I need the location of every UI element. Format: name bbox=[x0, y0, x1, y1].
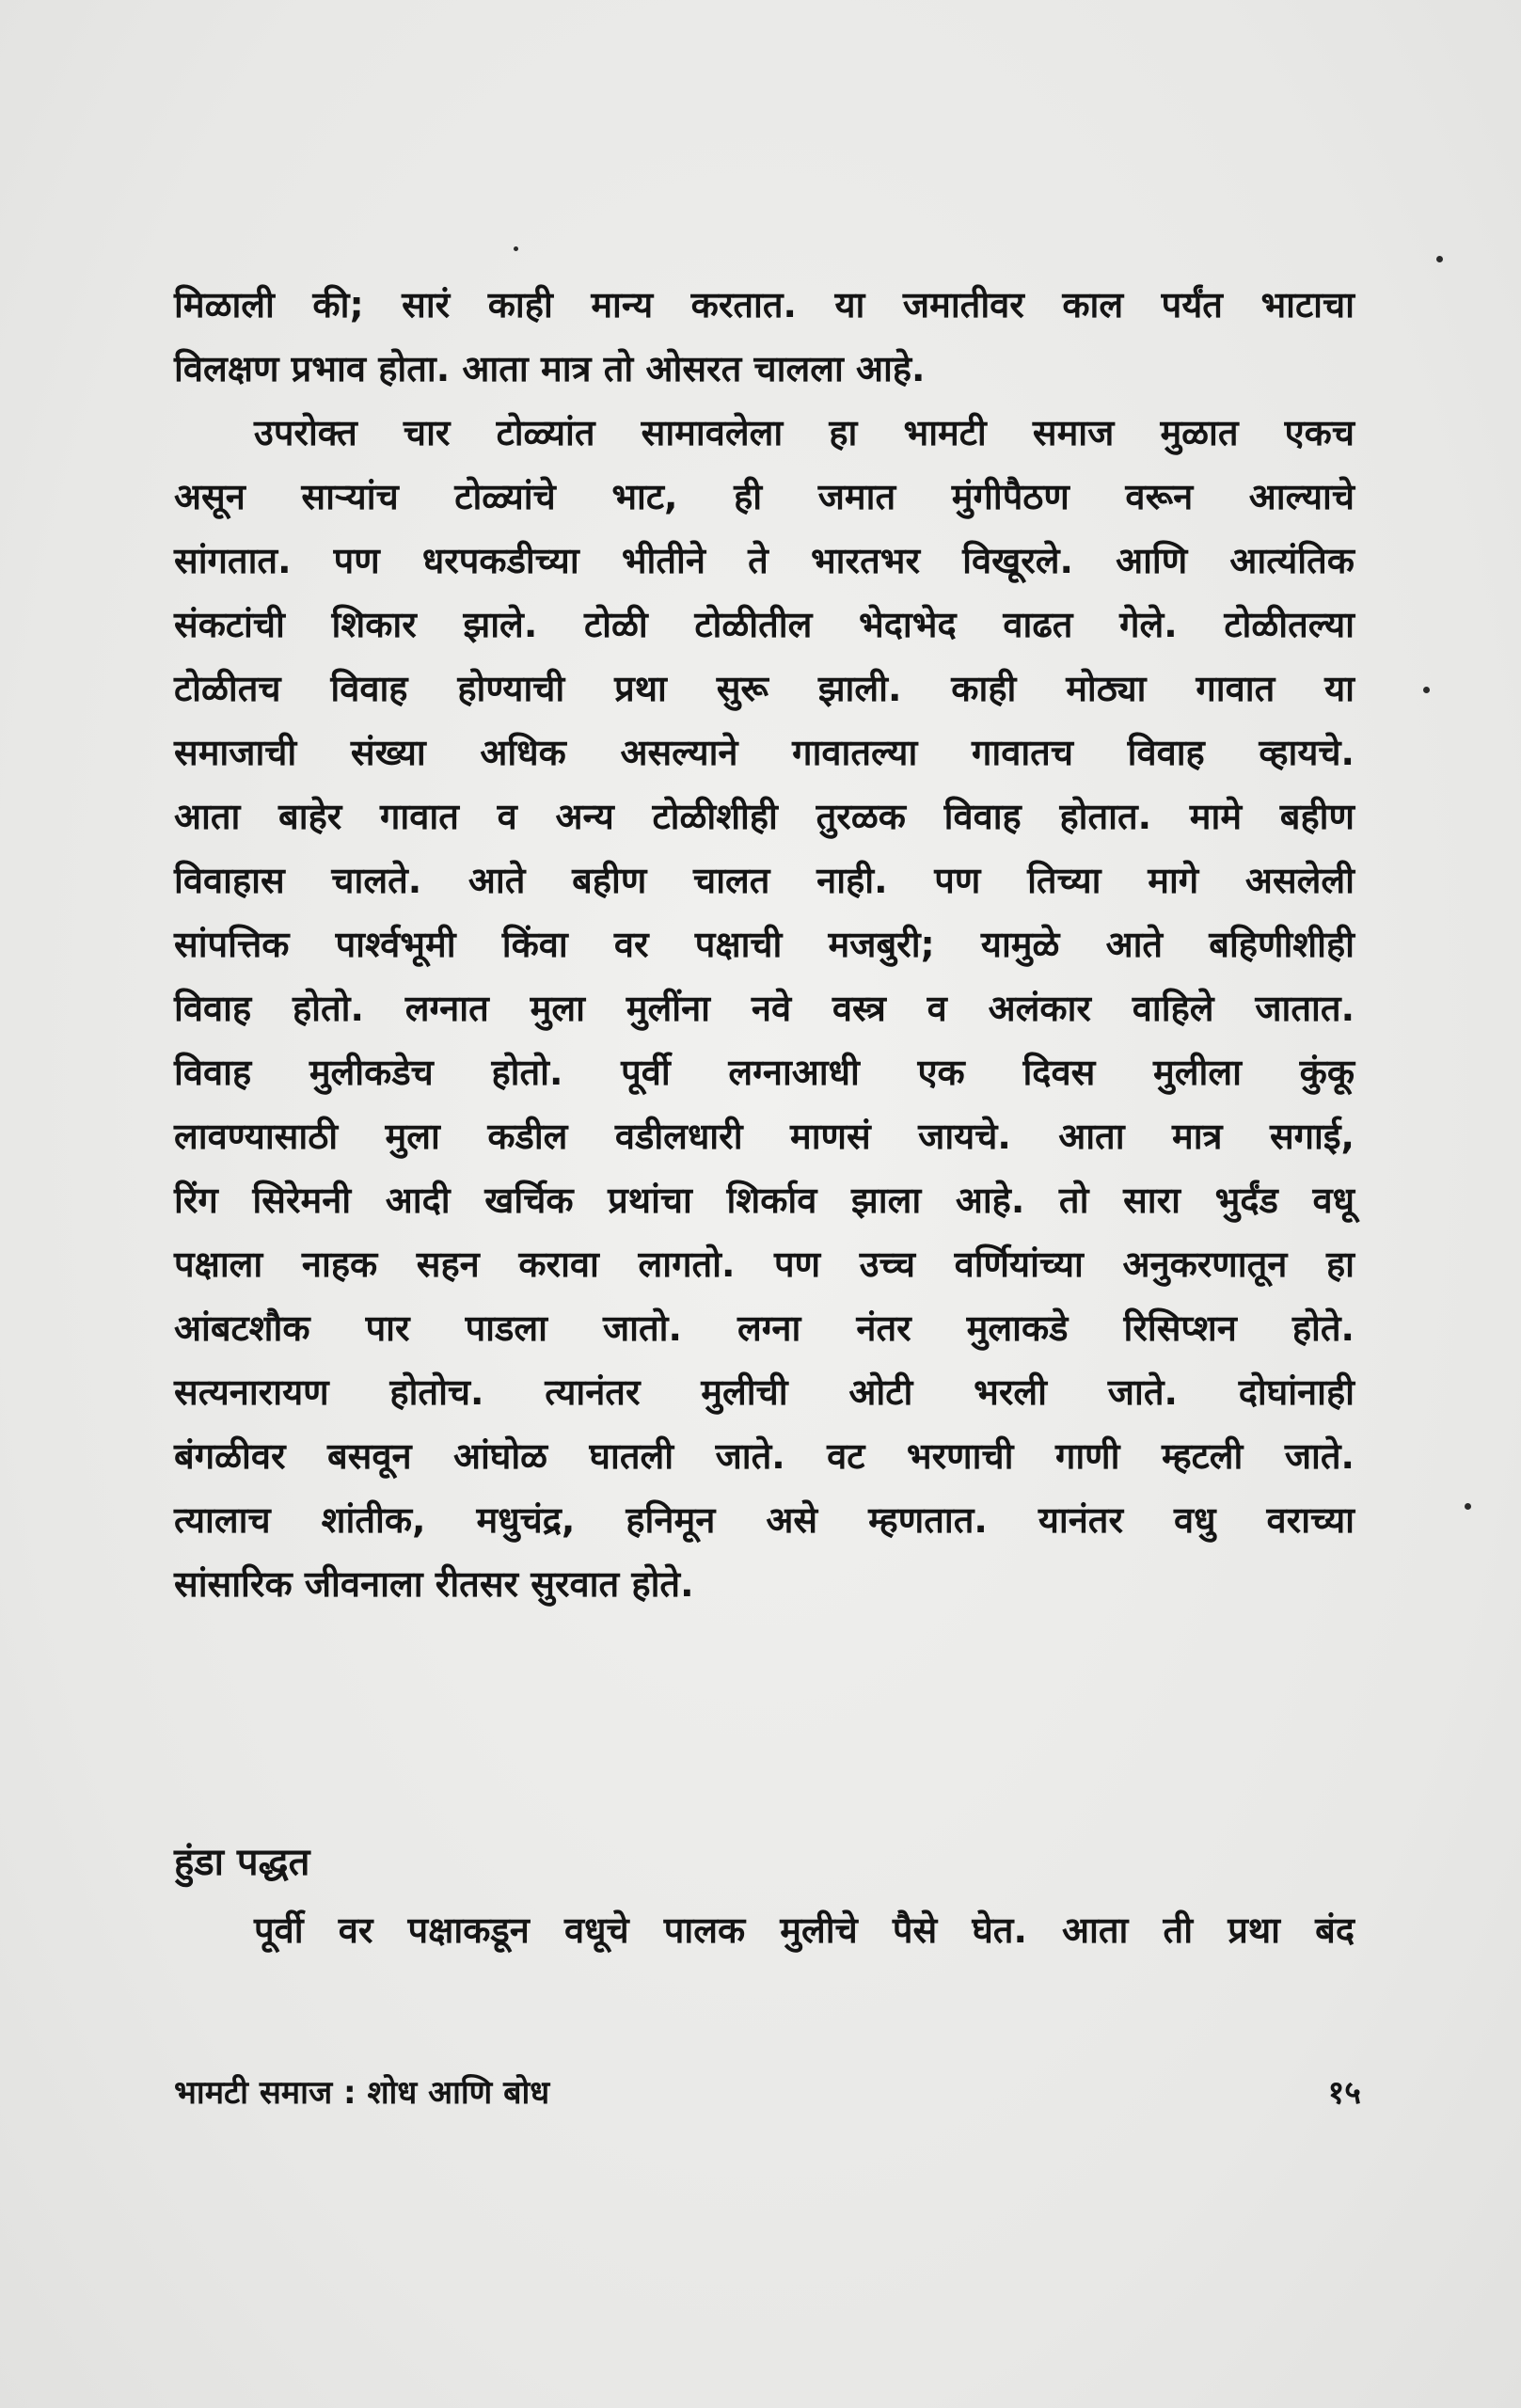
text-line: टोळीतच विवाह होण्याची प्रथा सुरू झाली. काही मोठ्या गावात या bbox=[174, 668, 1355, 709]
text-line: मिळाली की; सारं काही मान्य करतात. या जमातीवर काल पर्यंत भाटाचा bbox=[174, 284, 1355, 325]
text-line: आता बाहेर गावात व अन्य टोळीशीही तुरळक विवाह होतात. मामे बहीण bbox=[174, 796, 1355, 837]
text-line: पक्षाला नाहक सहन करावा लागतो. पण उच्च वर्णियांच्या अनुकरणातून हा bbox=[174, 1244, 1355, 1285]
text-line: त्यालाच शांतीक, मधुचंद्र, हनिमून असे म्हणतात. यानंतर वधु वराच्या bbox=[174, 1499, 1355, 1541]
text-line: आंबटशौक पार पाडला जातो. लग्ना नंतर मुलाकडे रिसिप्शन होते. bbox=[174, 1307, 1355, 1349]
section-paragraph bbox=[174, 1898, 1355, 1962]
text-line: विवाह मुलीकडेच होतो. पूर्वी लग्नाआधी एक दिवस मुलीला कुंकू bbox=[174, 1052, 1355, 1093]
section-heading: हुंडा पद्धत bbox=[174, 1841, 310, 1884]
footer-book-title: भामटी समाज : शोध आणि बोध bbox=[174, 2074, 550, 2112]
text-line: बंगळीवर बसवून आंघोळ घातली जाते. वट भरणाची गाणी म्हटली जाते. bbox=[174, 1435, 1355, 1477]
speck bbox=[1465, 1503, 1471, 1510]
text-line: विवाहास चालते. आते बहीण चालत नाही. पण तिच्या मागे असलेली bbox=[174, 860, 1355, 901]
body-paragraphs bbox=[174, 273, 1355, 1616]
text-line: संकटांची शिकार झाले. टोळी टोळीतील भेदाभेद वाढत गेले. टोळीतल्या bbox=[174, 604, 1355, 645]
text-line: सांसारिक जीवनाला रीतसर सुरवात होते. bbox=[174, 1563, 694, 1605]
speck bbox=[514, 246, 518, 251]
text-line: पूर्वी वर पक्षाकडून वधूचे पालक मुलीचे पैसे घेत. आता ती प्रथा बंद bbox=[254, 1909, 1355, 1951]
text-line: उपरोक्त चार टोळ्यांत सामावलेला हा भामटी समाज मुळात एकच bbox=[254, 412, 1355, 453]
text-line: लावण्यासाठी मुला कडील वडीलधारी माणसं जायचे. आता मात्र सगाई, bbox=[174, 1116, 1355, 1157]
text-line: सांगतात. पण धरपकडीच्या भीतीने ते भारतभर विखूरले. आणि आत्यंतिक bbox=[174, 540, 1355, 581]
text-line: असून साऱ्यांच टोळ्यांचे भाट, ही जमात मुंगीपैठण वरून आल्याचे bbox=[174, 476, 1355, 517]
speck bbox=[1436, 256, 1443, 262]
text-line: सांपत्तिक पार्श्वभूमी किंवा वर पक्षाची मजबुरी; यामुळे आते बहिणीशीही bbox=[174, 924, 1355, 965]
text-line: सत्यनारायण होतोच. त्यानंतर मुलीची ओटी भरली जाते. दोघांनाही bbox=[174, 1371, 1355, 1413]
text-line: समाजाची संख्या अधिक असल्याने गावातल्या गावातच विवाह व्हायचे. bbox=[174, 732, 1355, 773]
text-line: विलक्षण प्रभाव होता. आता मात्र तो ओसरत चालला आहे. bbox=[174, 348, 926, 389]
footer-page-number: १५ bbox=[1327, 2074, 1361, 2112]
text-line: विवाह होतो. लग्नात मुला मुलींना नवे वस्त्र व अलंकार वाहिले जातात. bbox=[174, 988, 1355, 1029]
speck bbox=[1423, 687, 1430, 693]
text-line: रिंग सिरेमनी आदी खर्चिक प्रथांचा शिर्काव झाला आहे. तो सारा भुर्दंड वधू bbox=[174, 1180, 1355, 1221]
